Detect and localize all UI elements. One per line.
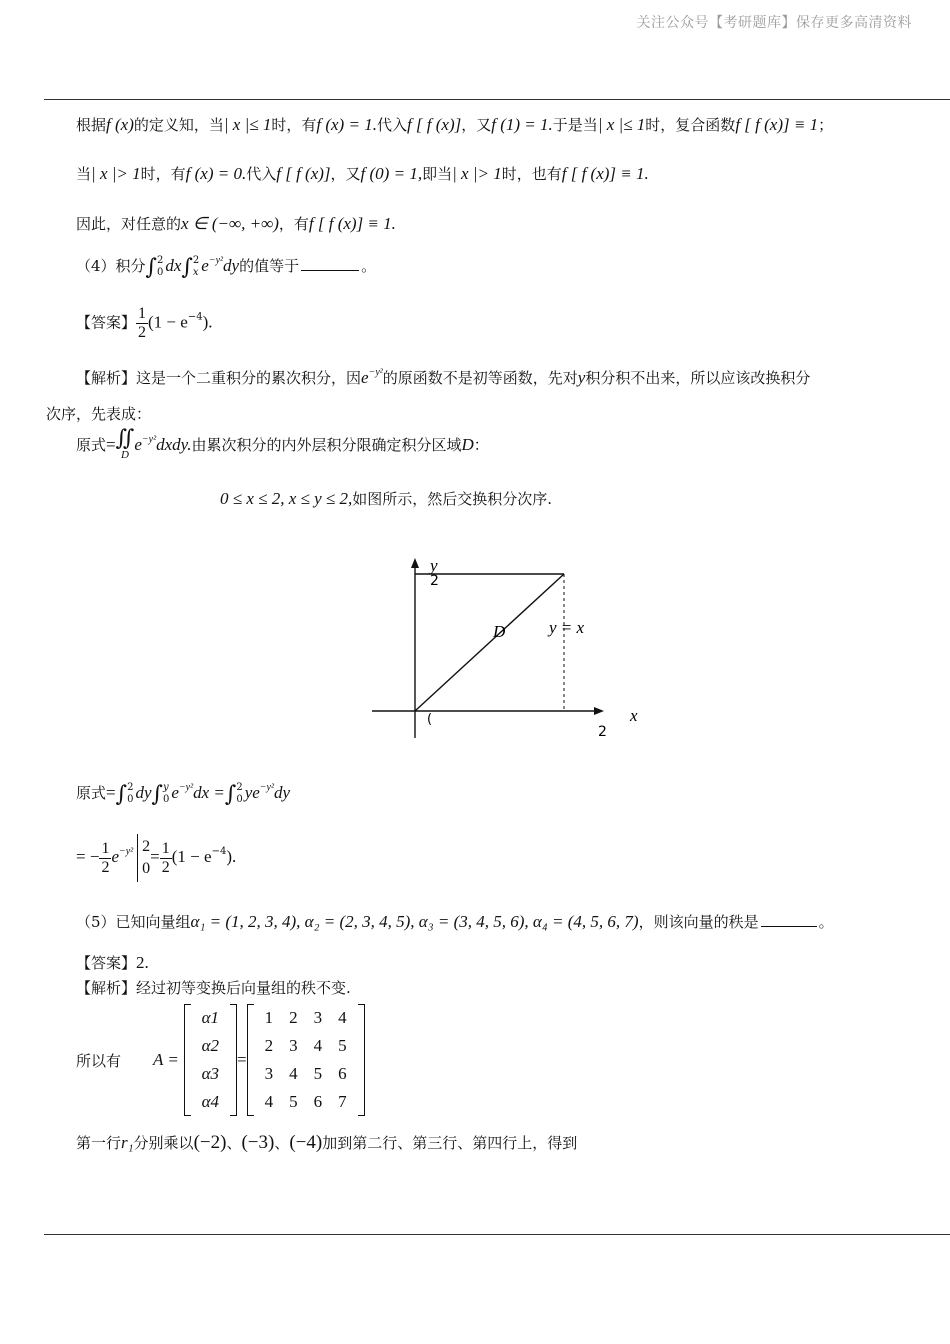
tick-label-y-2: 2 [430, 573, 439, 589]
bottom-rule [44, 1234, 950, 1235]
x-axis-arrow-icon [594, 707, 604, 715]
x-axis-label: x [630, 706, 638, 725]
region-label: D [493, 622, 506, 641]
original-expression-2: 原式=∫2 0 dy∫y 0 $e^{-y^2}dx =\int 2$ 0 $ye^{-y^2}dy$ [76, 782, 291, 807]
matrix-equation: 所以有 A = α1 α2 α3 α4 = 1 2 3 4 2 3 4 5 3 4 5 6 4 5 6 7 [76, 1004, 365, 1116]
row-operation-line: 第一行r₁分别乘以(−2)、(−3)、(−4)加到第二行、第三行、第四行上，得到 [76, 1132, 578, 1153]
explanation-4-line-2: 次序，先表成： [46, 405, 152, 423]
top-rule [44, 99, 950, 100]
original-expression-1: 原式=∬ $De^{-y^2}dxdy$.由累次积分的内外层积分限确定积分区域D： [76, 426, 489, 461]
explanation-5: 【解析】经过初等变换后向量组的秩不变. [76, 979, 351, 997]
numeric-matrix: 1 2 3 4 2 3 4 5 3 4 5 6 4 5 6 7 [247, 1004, 365, 1116]
paragraph-line-3: 因此，对任意的x ∈ (−∞, +∞)，有f [ f (x)] ≡ 1. [76, 214, 396, 233]
watermark-text: 关注公众号【考研题库】保存更多高清资料 [636, 15, 912, 31]
y-axis-arrow-icon [411, 558, 419, 568]
answer-blank-4 [301, 270, 359, 271]
question-4: （4）积分∫2 0 dx∫2 x $e^{-y^2}dy$的值等于 。 [76, 255, 377, 280]
y-axis-label: y [430, 556, 438, 575]
answer-4: 【答案】 $\frac{1}{2}$ $(1 - e^{-4})$. [76, 305, 213, 341]
paragraph-line-1: 根据f (x)的定义知，当| x |≤ 1时，有f (x) = 1.代入f [ f (x)]，又f (1) = 1.于是当| x |≤ 1时，复合函数f [ f (x)] ≡ 1； [76, 115, 834, 134]
column-vector-alpha: α1 α2 α3 α4 [184, 1004, 237, 1116]
explanation-4-line-1: 【解析】这是一个二重积分的累次积分，因$e^{-y^2}$的原函数不是初等函数，先对y积分积不出来，所以应该改换积分 [76, 367, 811, 387]
answer-blank-5 [761, 926, 817, 927]
paragraph-line-2: 当| x |> 1时，有f (x) = 0.代入f [ f (x)]，又f (0) = 1,即当| x |> 1时，也有f [ f (x)] ≡ 1. [76, 164, 649, 183]
line-y-equals-x [415, 574, 564, 711]
answer-5: 【答案】2. [76, 953, 149, 972]
line-label: y = x [549, 618, 585, 637]
evaluation-line: = − $\frac{1}{2}$ $e^{-y^2}$ 2 0= $\frac{1}{2}$ $(1 - e^{-4})$. [76, 834, 236, 882]
origin-label: ( [427, 712, 433, 727]
region-figure [360, 552, 660, 752]
question-5: （5）已知向量组α₁ = (1, 2, 3, 4), α₂ = (2, 3, 4, 5), α₃ = (3, 4, 5, 6), α₄ = (4, 5, 6, 7)，则该向量的秩是 。 [76, 912, 834, 931]
tick-label-x-2: 2 [598, 724, 607, 740]
region-definition: 0 ≤ x ≤ 2, x ≤ y ≤ 2,如图所示，然后交换积分次序. [220, 489, 552, 508]
